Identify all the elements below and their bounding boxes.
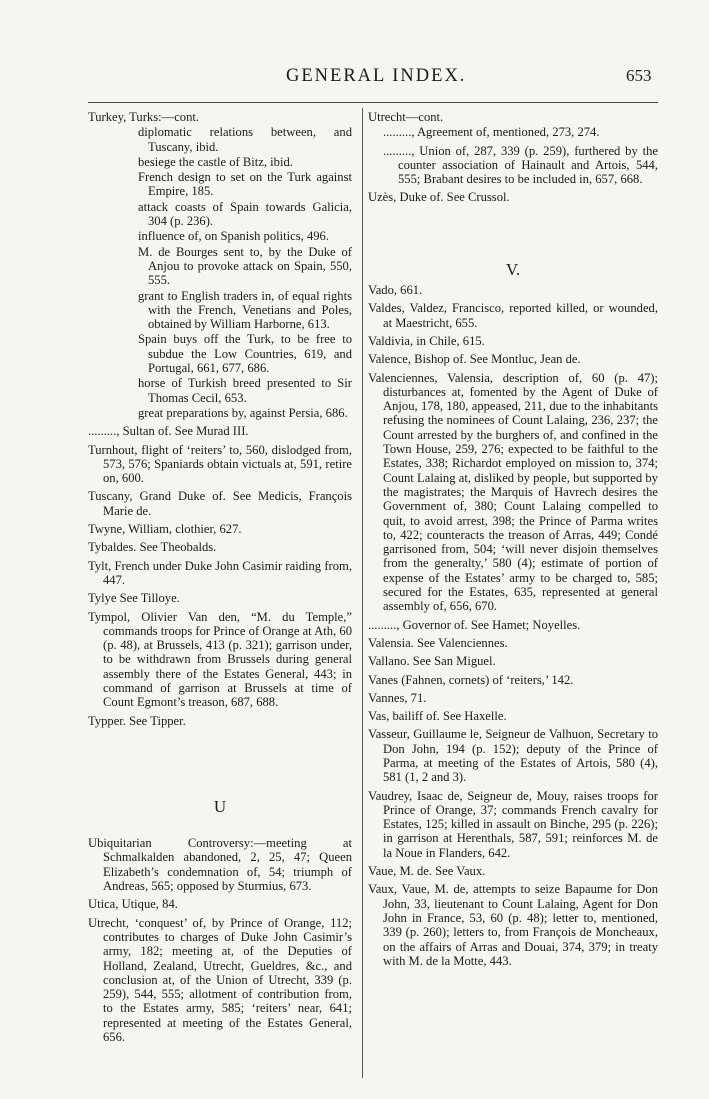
index-subentry: ........., Agreement of, mentioned, 273, 274.	[383, 125, 600, 140]
index-entry: Vas, bailiff of. See Haxelle.	[368, 709, 507, 724]
index-entry: Valdivia, in Chile, 615.	[368, 333, 485, 348]
index-entry: Tuscany, Grand Duke of. See Medicis, François Marie de.	[88, 489, 352, 518]
index-entry: Turnhout, flight of ‘reiters’ to, 560, dislodged from, 573, 576; Spaniards obtain victuals at, 591, retire on, 600.	[88, 442, 352, 486]
index-subentry: ........., Union of, 287, 339 (p. 259), furthered by the counter association of Hainault and Artois, 544, 555; Brabant desires to be included in, 657, 668.	[383, 143, 658, 187]
running-title: GENERAL INDEX.	[286, 66, 467, 86]
left-column	[88, 110, 352, 1048]
index-entry: Typper. See Tipper.	[88, 713, 186, 728]
index-entry: Vallano. See San Miguel.	[368, 654, 496, 669]
index-entry: Vaudrey, Isaac de, Seigneur de, Mouy, raises troops for Prince of Orange, 37; commands French cavalry for Estates, 125; killed in assault on Binche, 295 (p. 226); in garrison at Herenthals, 587, 591; reinforces M. de la Noue in Flanders, 642.	[368, 788, 658, 860]
index-subentry: grant to English traders in, of equal rights with the French, Venetians and Poles, obtained by William Harborne, 613.	[138, 288, 352, 332]
index-subentry: horse of Turkish breed presented to Sir Thomas Cecil, 653.	[138, 376, 352, 405]
index-entry: Vanes (Fahnen, cornets) of ‘reiters,’ 142.	[368, 672, 574, 687]
index-entry: Utrecht, ‘conquest’ of, by Prince of Orange, 112; contributes to charges of Duke John Casimir’s army, 182; meeting at, of the Deputies of Holland, Zealand, Utrecht, Gueldres, &c., and conclusion at, of the Union of Utrecht, 339 (p. 259), 544, 555; allotment of contribution from, to the Estates army, 585; ‘reiters’ near, 641; represented at meeting of the Estates General, 656.	[88, 915, 352, 1045]
index-entry: Twyne, William, clothier, 627.	[88, 522, 242, 537]
index-entry: Tybaldes. See Theobalds.	[88, 540, 217, 555]
index-entry: Ubiquitarian Controversy:—meeting at Schmalkalden abandoned, 2, 25, 47; Queen Elizabeth’s condemnation of, 54; triumph of Andreas, 565; opposed by Sturmius, 673.	[88, 836, 352, 894]
section-letter-v: V.	[505, 259, 521, 279]
index-entry: Utica, Utique, 84.	[88, 897, 178, 912]
index-entry: Uzès, Duke of. See Crussol.	[368, 190, 510, 205]
index-entry: Vannes, 71.	[368, 690, 427, 705]
index-entry: Tympol, Olivier Van den, “M. du Temple,” commands troops for Prince of Orange at Ath, 60 (p. 48), at Brussels, 413 (p. 321); garrison under, to be withdrawn from Brussels during general assembly there of the Estates General, 443; in command of garrison at Brussels at time of Count Egmont’s treason, 687, 688.	[88, 609, 352, 710]
index-subentry: besiege the castle of Bitz, ibid.	[138, 154, 293, 169]
index-subentry: influence of, on Spanish politics, 496.	[138, 229, 329, 244]
section-letter-u: U	[213, 796, 227, 816]
index-subentry: M. de Bourges sent to, by the Duke of Anjou to provoke attack on Spain, 550, 555.	[138, 244, 352, 288]
index-entry: Valenciennes, Valensia, description of, 60 (p. 47); disturbances at, fomented by the Agent of Duke of Anjou, 178, 180, appeased, 211, due to the inhabitants refusing the nominees of Count Lalaing, 236, 237; the Count arrested by the burghers of, and confined in the Town House, 259, 276; expected to be faithful to the Estates, 338; Richardot employed on mission to, 374; Count Lalaing at, disliked by people, but supported by the magistrates; the Marquis of Havrech desires the Government of, 380; Count Lalaing compelled to quit, to avoid arrest, 398; the Prince of Parma writes to, 422; counteracts the treason of Arras, 449; Condé garrisoned from, 504; ‘will never disjoin themselves from the generalty,’ 580 (4); estimate of portion of expense of the Estates’ army to be charged to, 585; secured for the Estates, 635, represented at general assembly of, 656, 670.	[368, 370, 658, 614]
column-divider	[362, 108, 363, 1078]
index-entry: ........., Sultan of. See Murad III.	[88, 424, 249, 439]
page-number: 653	[626, 66, 652, 85]
index-entry: Tylye See Tilloye.	[88, 591, 180, 606]
index-entry-head: Turkey, Turks:—cont.	[88, 110, 200, 124]
index-entry: Valence, Bishop of. See Montluc, Jean de.	[368, 352, 581, 367]
index-entry: Vasseur, Guillaume le, Seigneur de Valhuon, Secretary to Don John, 194 (p. 152); deputy of the Prince of Parma, at meeting of the Estates of Artois, 580 (4), 581 (1, 2 and 3).	[368, 727, 658, 785]
index-subentry: French design to set on the Turk against Empire, 185.	[138, 170, 352, 199]
index-subentry: diplomatic relations between, and Tuscany, ibid.	[138, 125, 352, 154]
index-subentry: attack coasts of Spain towards Galicia, 304 (p. 236).	[138, 199, 352, 229]
index-entry: Vado, 661.	[368, 283, 423, 298]
index-subentry: Spain buys off the Turk, to be free to subdue the Low Countries, 619, and Portugal, 661, 677, 686.	[138, 332, 352, 376]
index-entry: Vaue, M. de. See Vaux.	[368, 864, 486, 879]
page-header	[0, 66, 709, 90]
index-entry: Vaux, Vaue, M. de, attempts to seize Bapaume for Don John, 33, lieutenant to Count Lalaing, Agent for Don John in France, 53, 60 (p. 48); letter to, mentioned, 339 (p. 260); letters to, from François de Moncheaux, on the affairs of Arras and Douai, 374, 379; in treaty with M. de la Motte, 443.	[368, 882, 658, 968]
header-rule	[88, 102, 658, 103]
index-entry: ........., Governor of. See Hamet; Noyelles.	[368, 617, 581, 632]
index-entry-head: Utrecht—cont.	[368, 110, 444, 124]
right-column	[368, 110, 658, 972]
index-entry: Tylt, French under Duke John Casimir raiding from, 447.	[88, 558, 352, 587]
index-subentry: great preparations by, against Persia, 686.	[138, 405, 348, 420]
index-entry: Valensia. See Valenciennes.	[368, 635, 508, 650]
index-entry: Valdes, Valdez, Francisco, reported killed, or wounded, at Maestricht, 655.	[368, 301, 658, 330]
